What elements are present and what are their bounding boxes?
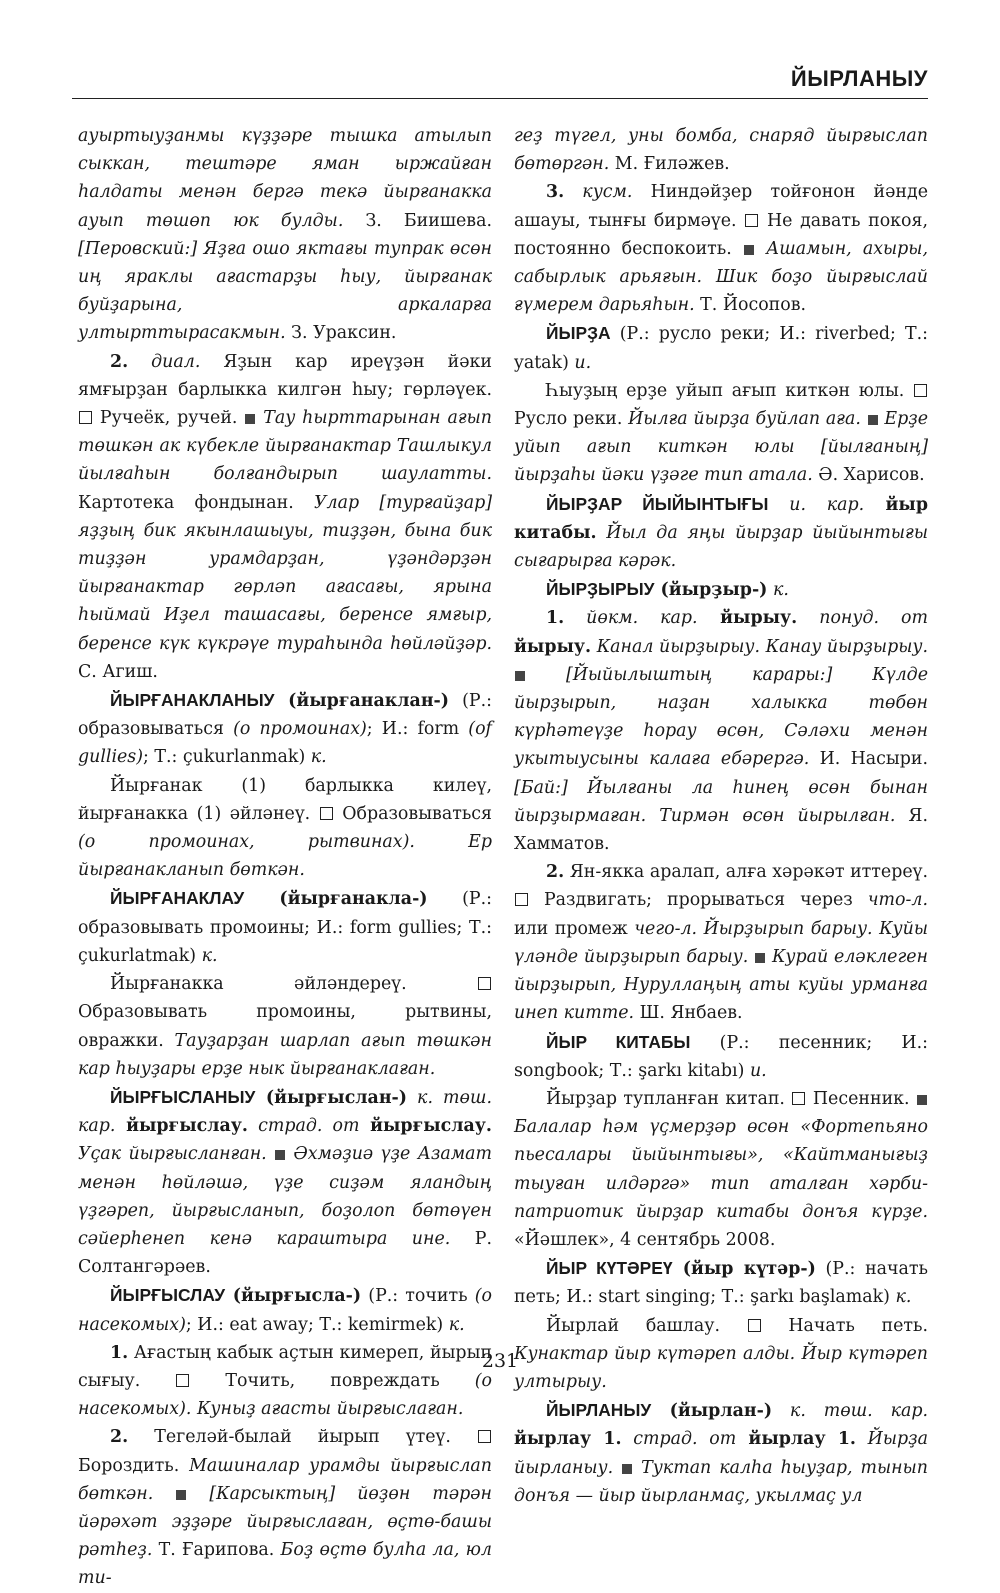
- text-run: Ә. Харисов.: [812, 465, 925, 486]
- text-run: Тауҙарҙан шарлап ағып төшкән кар һыуҙары ерҙе нык йырғанаклаған.: [78, 1030, 492, 1079]
- text-run: Образовываться: [333, 803, 492, 824]
- text-run: (Р.: образовывать промоины; И.: form gullies; Т.: çukurlatmak): [78, 889, 492, 966]
- text-run: [Йыйылыштың карары:] Күлде йырҙырып, наҙан халыкка төбөн күрһәтеүҙе һорау өсөн, Сәләхи менән укытыусыны калаға ебәрергә.: [514, 664, 928, 770]
- text-run: (йырлан-): [651, 1401, 773, 1422]
- text-run: З. Ураксин.: [285, 323, 397, 344]
- text-run: (йырғыслан-): [255, 1087, 407, 1108]
- text-run: [Бай:] Йылғаны ла һинең өсөн бынан йырҙырмаған. Тирмән өсөн йырылған.: [514, 777, 928, 826]
- text-run: 1.: [546, 608, 565, 629]
- text-run: Уҫак йырғысланған.: [78, 1144, 275, 1165]
- text-run: йырлау 1.: [736, 1429, 856, 1450]
- entry-definition: [78, 772, 492, 885]
- text-run: йырғыслау.: [359, 1116, 492, 1137]
- text-run: к.: [448, 1314, 465, 1335]
- text-run: Әхмәҙиә үҙе Азамат менән һөйләшә, үҙе сиҙәм яландың үҙгәреп, йырғысланып, боҙолоп бөтөүен сәйерһенеп кенә караштыра ине.: [78, 1144, 493, 1249]
- text-run: к.: [201, 945, 218, 966]
- translation-marker-icon: [748, 1319, 761, 1332]
- sense-paragraph: [514, 604, 928, 858]
- text-run: (о промоинах): [233, 719, 367, 740]
- translation-marker-icon: [745, 214, 758, 227]
- text-run: Не давать покоя, постоянно беспокоить.: [514, 210, 929, 259]
- text-run: йырғыслау.: [115, 1116, 248, 1137]
- text-run: ауыртыуҙанмы күҙҙәре тышка атылып сыккан, тештәре яман ыржайған һалдаты менән бергә текә йырғанакка ауып төшөп юк булды.: [78, 126, 492, 231]
- running-header: [72, 58, 928, 99]
- text-run: Русло реки.: [514, 409, 629, 430]
- translation-marker-icon: [478, 977, 491, 990]
- dictionary-entry: [514, 319, 928, 376]
- text-run: Йырлай башлау.: [546, 1315, 720, 1336]
- text-run: Курай еләклеген йырҙырып, Нуруллаңың аты куйы урманға инеп китте.: [514, 946, 928, 1024]
- translation-marker-icon: [914, 384, 927, 397]
- text-run: Машиналар урамды йырғыслап бөткән.: [78, 1455, 492, 1504]
- headword: ЙЫРҒАНАКЛАУ: [110, 888, 245, 909]
- text-run: Улар [турғайҙар] яҙҙың бик якынлашыуы, тиҙҙән, бына бик тиҙҙән урамдарҙан, үҙәндәрҙән йырғанактар гөрләп ағасағы, ярына һыймай Иҙел ташасағы, беренсе ямғыр, беренсе күк күкрәүе тураһында һөйләйҙәр.: [78, 492, 492, 654]
- headword: ЙЫР КҮТӘРЕҮ: [546, 1258, 673, 1279]
- text-run: 2.: [110, 1427, 129, 1448]
- text-run: [Карсыктың] йөҙөн тәрән йәрәхәт эҙҙәре йырғыслаған, өҫтө-башы рәтһеҙ.: [78, 1483, 493, 1561]
- text-run: 2.: [110, 351, 129, 372]
- example-marker-icon: [622, 1464, 632, 1474]
- translation-marker-icon: [478, 1430, 491, 1443]
- translation-marker-icon: [515, 893, 528, 906]
- text-run: ; И.: form: [366, 719, 469, 740]
- entry-definition: [514, 377, 928, 490]
- text-run: йыр китабы.: [514, 494, 929, 543]
- dictionary-entry: [514, 575, 928, 604]
- text-run: Һыуҙың ерҙе уйып ағып киткән юлы.: [546, 380, 905, 401]
- text-run: Кунактар йыр күтәреп алды. Йыр күтәреп ултырыу.: [514, 1343, 928, 1392]
- text-run: Балалар һәм үҫмерҙәр өсөн «Фортепьяно пьесалары йыйынтығы», «Кайтманығыҙ тыуған илдәргә» тип аталған хәрби-патриотик йырҙар китабы донъя күрҙе.: [514, 1117, 928, 1222]
- text-run: (йырғысла-): [225, 1286, 362, 1307]
- text-run: (Р.: точить: [361, 1286, 475, 1307]
- text-run: Точить, повреждать: [190, 1370, 475, 1391]
- text-run: [Перовский:] Яҙға ошо яктағы тупрак өсөн иң яраклы ағастарҙы һыу, йырғанак буйҙарына, аркаларға ултырттырасакмын.: [78, 238, 492, 344]
- text-run: Т. Ғарипова.: [152, 1540, 281, 1561]
- text-run: Йырҙа йырланыу.: [514, 1429, 929, 1478]
- text-run: Ағастың кабык аҫтын кимереп, йырып сығыу.: [78, 1342, 492, 1391]
- text-run: 2.: [546, 862, 565, 883]
- text-run: или промеж: [514, 918, 635, 939]
- text-run: и.: [749, 1060, 767, 1081]
- text-run: Канал йырҙырыу. Канау йырҙырыу.: [591, 636, 928, 657]
- text-run: Р. Солтангәрәев.: [78, 1228, 492, 1278]
- translation-marker-icon: [79, 411, 92, 424]
- text-run: (Р.: начать петь; И.: start singing; Т.: şarkı başlamak): [514, 1259, 928, 1308]
- text-run: йырыу.: [514, 636, 592, 657]
- text-run: йөкм. кар.: [564, 608, 698, 629]
- text-run: (йырғанакла-): [244, 889, 428, 910]
- text-run: Начать петь.: [761, 1315, 928, 1336]
- text-run: С. Агиш.: [78, 661, 158, 682]
- text-run: к.: [310, 747, 327, 768]
- text-run: к. төш. кар.: [772, 1401, 928, 1422]
- example-marker-icon: [275, 1150, 285, 1160]
- headword: ЙЫРҘЫРЫУ: [546, 579, 655, 600]
- sense-paragraph: [514, 858, 928, 1027]
- dictionary-entry: [78, 884, 492, 970]
- text-run: чего-л.: [634, 918, 698, 939]
- text-run: и. кар.: [768, 494, 865, 515]
- text-run: Ерҙе уйып ағып киткән юлы [йылғаның] йырҙаһы йәки үҙәге тип атала.: [514, 409, 928, 486]
- text-run: к.: [767, 580, 789, 601]
- text-run: (of gullies): [78, 719, 492, 768]
- text-run: Боҙ өҫтө булһа ла, юл ти-: [78, 1540, 492, 1589]
- headword: ЙЫР КИТАБЫ: [546, 1031, 691, 1052]
- text-run: И. Насыри.: [809, 749, 928, 770]
- translation-marker-icon: [792, 1092, 805, 1105]
- running-head-title: ЙЫРЛАНЫУ: [790, 66, 928, 91]
- example-marker-icon: [245, 414, 255, 424]
- text-run: (Р.: русло реки; И.: riverbed; Т.: yatak): [514, 324, 928, 373]
- dictionary-entry: [78, 1281, 492, 1338]
- text-run: Ниндәйҙер тойғонон йәнде ашауы, тынғы бирмәүе.: [514, 182, 928, 231]
- text-run: (Р.: образовываться: [78, 691, 492, 740]
- text-run: геҙ түгел, уны бомба, снаряд йырғыслап бөтөргән.: [514, 126, 928, 175]
- text-run: «Йәшлек», 4 сентябрь 2008.: [514, 1229, 776, 1250]
- text-run: к. төш. кар.: [78, 1087, 492, 1137]
- example-marker-icon: [868, 415, 878, 425]
- headword: ЙЫРҒЫСЛАУ: [110, 1285, 226, 1306]
- dictionary-entry: [78, 686, 492, 772]
- text-run: Бороздить.: [78, 1455, 190, 1476]
- text-run: Ер йырғанакланып бөткән.: [78, 832, 493, 881]
- text-run: ; И.: eat away; Т.: kemirmek): [185, 1314, 449, 1335]
- text-run: ; Т.: çukurlanmak): [143, 747, 311, 768]
- text-run: Образовывать промоины, рытвины, овражки.: [78, 1002, 492, 1051]
- text-run: (о промоинах, рытвинах).: [78, 832, 415, 853]
- entry-continuation: [78, 122, 492, 348]
- text-run: Йыл да яңы йырҙар йыйынтығы сығарырға кәрәк.: [514, 522, 928, 572]
- text-run: Йырҙырып барыу. Куйы үләнде йырҙырып барыу.: [514, 918, 928, 967]
- text-run: (Р.: песенник; И.: songbook; Т.: şarkı kitabı): [514, 1032, 928, 1081]
- sense-paragraph: [514, 178, 928, 319]
- text-run: Тау һырттарынан ағып төшкән ак күбекле йырғанактар Ташлыкул йылғаһын болғандырып шаулатты.: [78, 408, 492, 485]
- text-run: понуд. от: [797, 608, 928, 629]
- text-run: страд. от: [247, 1116, 360, 1137]
- text-run: Ян-якка аралап, алға хәрәкәт иттереү.: [564, 862, 928, 883]
- text-run: Йырғанак (1) барлыкка килеү, йырғанакка (1) әйләнеү.: [78, 775, 492, 824]
- text-run: (йыр күтәр-): [672, 1259, 816, 1280]
- text-run: Йырҙар тупланған китап.: [546, 1088, 785, 1109]
- dictionary-entry: [514, 1254, 928, 1311]
- text-run: 3.: [546, 182, 565, 203]
- text-run: 1.: [110, 1342, 129, 1363]
- text-run: йырлау 1.: [514, 1429, 622, 1450]
- example-marker-icon: [755, 953, 765, 963]
- text-run: (о насекомых).: [78, 1370, 492, 1420]
- text-run: кусм.: [564, 182, 633, 203]
- page-number: 231: [481, 1350, 519, 1372]
- entry-definition: [514, 1085, 928, 1254]
- translation-marker-icon: [320, 807, 333, 820]
- example-marker-icon: [176, 1490, 186, 1500]
- headword: ЙЫРЛАНЫУ: [546, 1400, 652, 1421]
- text-run: М. Ғиләжев.: [609, 154, 730, 175]
- translation-marker-icon: [176, 1374, 189, 1387]
- text-run: Йырғанакка әйләндереү.: [110, 974, 407, 995]
- entry-continuation: [514, 122, 928, 178]
- text-run: диал.: [128, 351, 201, 372]
- example-marker-icon: [917, 1095, 927, 1105]
- dictionary-entry: [514, 1396, 928, 1510]
- text-run: Я. Хамматов.: [514, 805, 928, 855]
- text-run: Раздвигать; прорываться через: [529, 890, 868, 911]
- headword: ЙЫРҘА: [546, 323, 611, 344]
- entry-definition: [78, 970, 492, 1083]
- text-run: Тегеләй-былай йырып үтеү.: [128, 1427, 451, 1448]
- right-column: [514, 122, 928, 1510]
- dictionary-entry: [514, 490, 928, 576]
- text-run: Картотека фондынан.: [78, 492, 314, 513]
- text-run: (йырғанаклан-): [274, 691, 449, 712]
- headword: ЙЫРҒАНАКЛАНЫУ: [110, 690, 275, 711]
- example-marker-icon: [515, 671, 525, 681]
- text-run: Ашамын, ахыры, сабырлык арьяғын. Шик боҙо йырғыслай ғүмерем дарьяһын.: [514, 238, 928, 316]
- dictionary-entry: [78, 1083, 492, 1281]
- text-run: Куныҙ ағасты йырғыслаған.: [191, 1399, 464, 1420]
- text-run: йырыу.: [697, 608, 798, 629]
- text-run: Т. Йосопов.: [694, 295, 807, 316]
- text-run: страд. от: [621, 1429, 737, 1450]
- text-run: Ручеёк, ручей.: [93, 408, 245, 429]
- text-run: Туктап калһа һыуҙар, тынып донъя — йыр йырланмаҫ, укылмаҫ ул: [514, 1457, 928, 1506]
- example-marker-icon: [744, 245, 754, 255]
- text-run: (о насекомых): [78, 1286, 492, 1335]
- text-run: З. Биишева.: [343, 210, 492, 231]
- dictionary-entry: [514, 1028, 928, 1085]
- text-run: Йылға йырҙа буйлап аға.: [628, 409, 867, 430]
- headword: ЙЫРҒЫСЛАНЫУ: [110, 1086, 256, 1107]
- text-run: (йырҙыр-): [654, 580, 768, 601]
- sense-paragraph: [78, 1423, 492, 1592]
- text-run: Песенник.: [806, 1088, 917, 1109]
- sense-paragraph: [78, 348, 492, 686]
- text-run: Яҙын кар иреүҙән йәки ямғырҙан барлыкка килгән һыу; гөрләүек.: [78, 351, 492, 400]
- text-run: к.: [895, 1287, 912, 1308]
- text-run: Ш. Янбаев.: [634, 1003, 743, 1024]
- text-run: что-л.: [867, 890, 928, 911]
- headword: ЙЫРҘАР ЙЫЙЫНТЫҒЫ: [546, 493, 769, 514]
- text-run: и.: [574, 352, 592, 373]
